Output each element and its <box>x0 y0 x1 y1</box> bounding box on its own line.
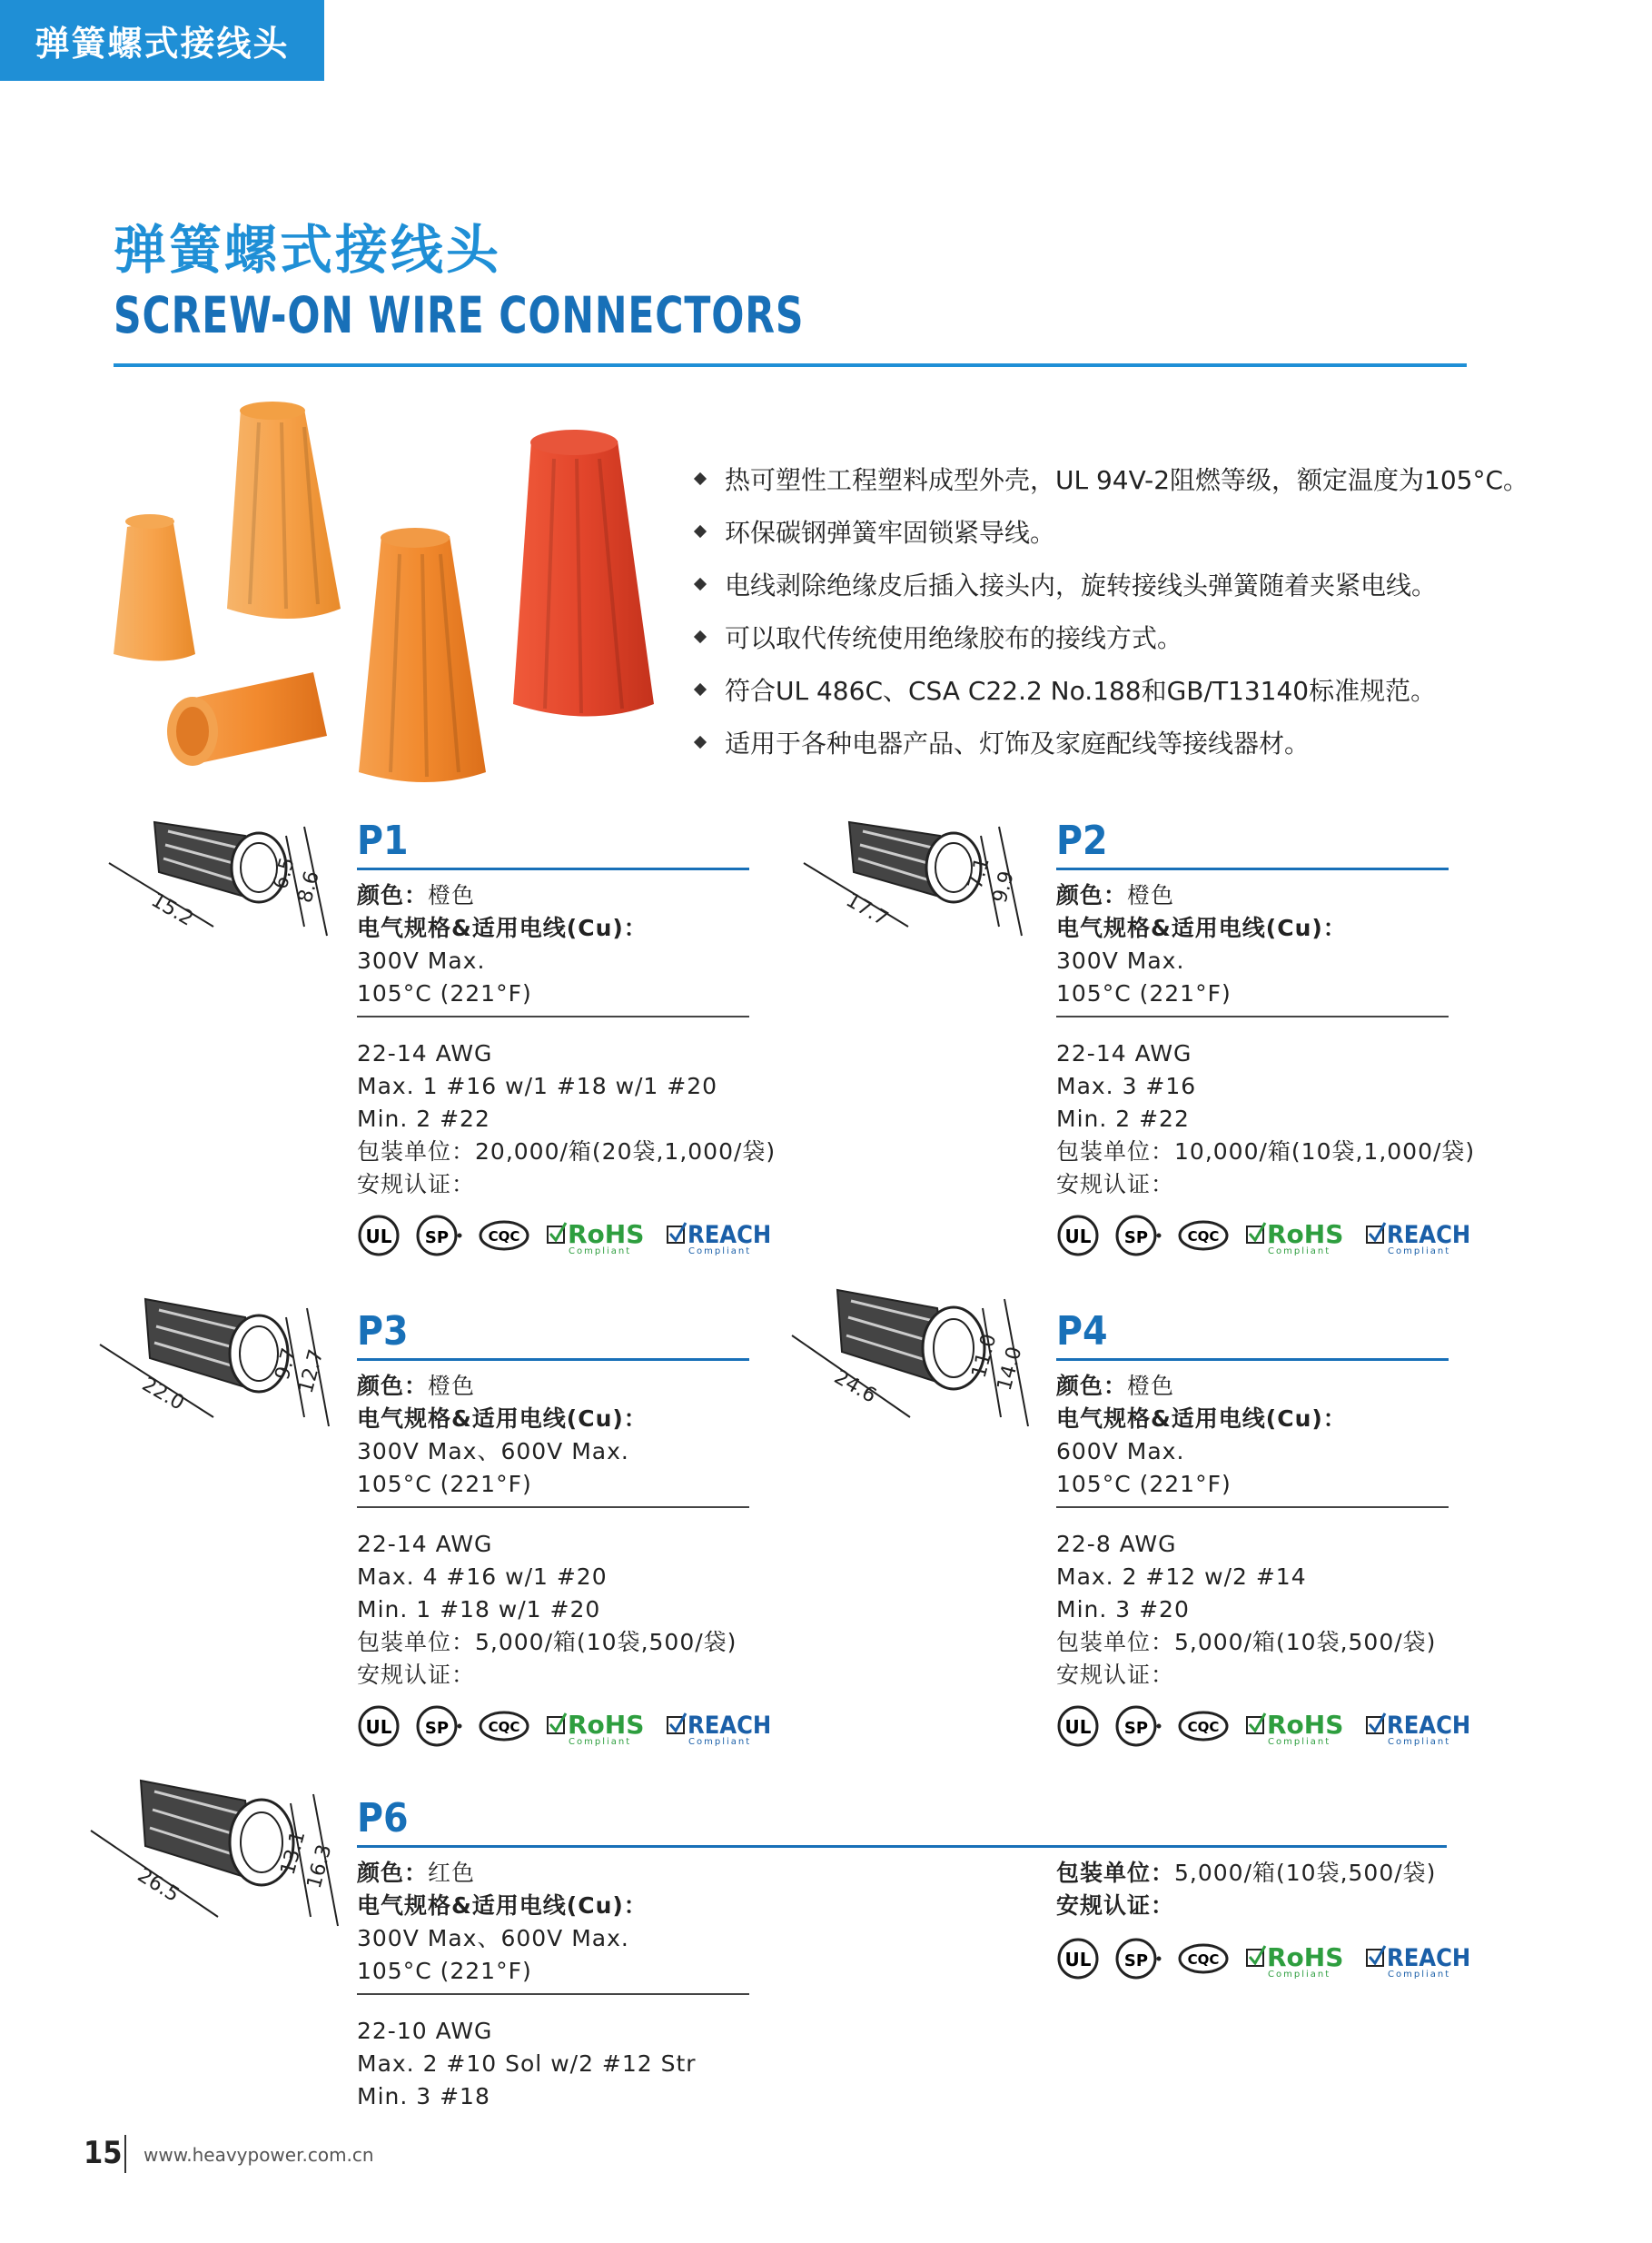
product-wire-spec: 22-8 AWG Max. 2 #12 w/2 #14 Min. 3 #20 包装单位：5,000/箱(10袋,500/袋) 安规认证： <box>1056 1531 1437 1688</box>
svg-text:Compliant: Compliant <box>569 1246 632 1256</box>
cert-logos <box>357 1699 775 1753</box>
reach-logo-icon <box>1367 1712 1470 1747</box>
p3-dim-length: 22.0 <box>138 1373 188 1415</box>
svg-text:REACH: REACH <box>688 1712 772 1740</box>
product-rule <box>357 868 749 870</box>
page-number: 15 <box>84 2135 123 2171</box>
page-title-cn: 弹簧螺式接线头 <box>114 219 502 281</box>
svg-text:UL: UL <box>1064 1716 1092 1738</box>
reach-logo-icon <box>1367 1944 1470 1980</box>
product-spec: 颜色：橙色 电气规格&适用电线(Cu)： 300V Max. 105°C (221°F) <box>1056 882 1347 1007</box>
svg-text:SP: SP <box>424 1228 450 1247</box>
p3-dim-outer: 12.7 <box>294 1346 329 1396</box>
cert-logos <box>1056 1699 1474 1753</box>
spec-divider <box>1056 1506 1449 1508</box>
product-spec: 颜色：橙色 电气规格&适用电线(Cu)： 300V Max. 105°C (221°F) <box>357 882 648 1007</box>
bullet-diamond-icon <box>694 472 707 485</box>
p1-dimension-drawing <box>100 799 354 945</box>
bullet-diamond-icon <box>694 630 707 643</box>
cqc-logo-icon <box>480 1222 528 1249</box>
rohs-logo-icon <box>548 1710 644 1747</box>
svg-text:UL: UL <box>365 1226 392 1247</box>
cert-logos <box>357 1208 775 1263</box>
svg-text:RoHS: RoHS <box>1267 1219 1344 1249</box>
feature-item: 符合UL 486C、CSA C22.2 No.188和GB/T13140标准规范。 <box>690 665 1644 718</box>
p6-wide-rule <box>357 1845 1447 1848</box>
feature-item: 热可塑性工程塑料成型外壳，UL 94V-2阻燃等级，额定温度为105°C。 <box>690 454 1644 507</box>
svg-text:Compliant: Compliant <box>688 1737 752 1747</box>
svg-text:SP: SP <box>1123 1951 1149 1970</box>
svg-text:CQC: CQC <box>1187 1228 1220 1245</box>
svg-text:SP: SP <box>1123 1228 1149 1247</box>
csa-logo-icon <box>1117 1707 1162 1745</box>
p2-dim-length: 17.7 <box>842 888 892 931</box>
csa-logo-icon <box>418 1216 462 1255</box>
rohs-logo-icon <box>1247 1219 1343 1256</box>
svg-text:CQC: CQC <box>488 1228 520 1245</box>
bullet-diamond-icon <box>694 525 707 538</box>
rohs-logo-icon <box>1247 1710 1343 1747</box>
product-wire-spec: 22-10 AWG Max. 2 #10 Sol w/2 #12 Str Min. 3 #18 <box>357 2018 697 2109</box>
svg-text:Compliant: Compliant <box>1268 1246 1331 1256</box>
product-name: P3 <box>357 1308 409 1355</box>
ul-logo-icon <box>1059 1707 1097 1745</box>
spec-divider <box>357 1993 749 1995</box>
svg-text:Compliant: Compliant <box>1268 1970 1331 1980</box>
svg-text:Compliant: Compliant <box>1268 1737 1331 1747</box>
title-divider <box>114 363 1467 367</box>
ul-logo-icon <box>1059 1940 1097 1978</box>
feature-list <box>690 454 1644 770</box>
svg-text:Compliant: Compliant <box>1388 1246 1451 1256</box>
bullet-diamond-icon <box>694 578 707 591</box>
svg-text:SP: SP <box>424 1719 450 1738</box>
p4-dimension-drawing <box>783 1272 1051 1435</box>
bullet-diamond-icon <box>694 736 707 749</box>
svg-text:REACH: REACH <box>1387 1712 1471 1740</box>
svg-text:RoHS: RoHS <box>1267 1710 1344 1740</box>
p2-dimension-drawing <box>795 799 1049 945</box>
svg-text:CQC: CQC <box>1187 1719 1220 1735</box>
svg-text:RoHS: RoHS <box>1267 1942 1344 1972</box>
feature-item: 环保碳钢弹簧牢固锁紧导线。 <box>690 507 1644 560</box>
product-name: P2 <box>1056 818 1108 864</box>
p3-dimension-drawing <box>91 1281 354 1435</box>
product-spec: 颜色：橙色 电气规格&适用电线(Cu)： 300V Max、600V Max. 105°C (221°F) <box>357 1373 648 1497</box>
p6-dim-outer: 16.3 <box>302 1841 337 1891</box>
product-spec: 颜色：橙色 电气规格&适用电线(Cu)： 600V Max. 105°C (221°F) <box>1056 1373 1347 1497</box>
p3-dim-inner: 9.7 <box>271 1345 302 1383</box>
svg-text:UL: UL <box>1064 1226 1092 1247</box>
p1-dim-outer: 8.6 <box>293 868 324 906</box>
svg-text:RoHS: RoHS <box>568 1219 645 1249</box>
svg-text:REACH: REACH <box>688 1221 772 1249</box>
product-wire-spec: 22-14 AWG Max. 3 #16 Min. 2 #22 包装单位：10,000/箱(10袋,1,000/袋) 安规认证： <box>1056 1040 1476 1197</box>
svg-text:Compliant: Compliant <box>569 1737 632 1747</box>
product-name: P4 <box>1056 1308 1108 1355</box>
p4-dim-length: 24.6 <box>830 1365 880 1408</box>
product-rule <box>1056 868 1449 870</box>
product-rule <box>357 1358 749 1361</box>
product-wire-spec: 22-14 AWG Max. 4 #16 w/1 #20 Min. 1 #18 w/1 #20 包装单位：5,000/箱(10袋,500/袋) 安规认证： <box>357 1531 737 1688</box>
spec-divider <box>1056 1016 1449 1017</box>
svg-text:REACH: REACH <box>1387 1221 1471 1249</box>
spec-divider <box>357 1506 749 1508</box>
reach-logo-icon <box>1367 1221 1470 1256</box>
feature-item: 适用于各种电器产品、灯饰及家庭配线等接线器材。 <box>690 718 1644 770</box>
product-wire-spec: 22-14 AWG Max. 1 #16 w/1 #18 w/1 #20 Min. 2 #22 包装单位：20,000/箱(20袋,1,000/袋) 安规认证： <box>357 1040 777 1197</box>
product-pack-spec: 包装单位：5,000/箱(10袋,500/袋) 安规认证： <box>1056 1860 1437 1919</box>
p6-dim-length: 26.5 <box>133 1863 183 1908</box>
p1-dim-inner: 6.5 <box>269 855 300 892</box>
p1-dim-length: 15.2 <box>147 888 197 931</box>
footer-divider <box>124 2135 126 2173</box>
rohs-logo-icon <box>548 1219 644 1256</box>
svg-text:UL: UL <box>365 1716 392 1738</box>
website-link[interactable]: www.heavypower.com.cn <box>143 2144 374 2166</box>
cqc-logo-icon <box>1180 1712 1227 1740</box>
ul-logo-icon <box>360 1216 398 1255</box>
svg-text:REACH: REACH <box>1387 1944 1471 1972</box>
svg-text:Compliant: Compliant <box>1388 1737 1451 1747</box>
svg-text:Compliant: Compliant <box>688 1246 752 1256</box>
p2-dim-outer: 9.9 <box>988 868 1019 906</box>
cqc-logo-icon <box>480 1712 528 1740</box>
cqc-logo-icon <box>1180 1222 1227 1249</box>
section-tag: 弹簧螺式接线头 <box>0 0 324 81</box>
p6-dim-inner: 13.1 <box>276 1828 311 1878</box>
bullet-diamond-icon <box>694 683 707 696</box>
csa-logo-icon <box>1117 1940 1162 1978</box>
spec-divider <box>357 1016 749 1017</box>
feature-item: 电线剥除绝缘皮后插入接头内，旋转接线头弹簧随着夹紧电线。 <box>690 560 1644 612</box>
p4-dim-inner: 11.0 <box>967 1331 1002 1381</box>
ul-logo-icon <box>360 1707 398 1745</box>
product-photo <box>100 391 699 790</box>
feature-item: 可以取代传统使用绝缘胶布的接线方式。 <box>690 612 1644 665</box>
product-name: P6 <box>357 1795 409 1841</box>
reach-logo-icon <box>668 1221 771 1256</box>
cert-logos <box>1056 1208 1474 1263</box>
ul-logo-icon <box>1059 1216 1097 1255</box>
rohs-logo-icon <box>1247 1942 1343 1980</box>
svg-text:UL: UL <box>1064 1949 1092 1970</box>
page-title-en: SCREW-ON WIRE CONNECTORS <box>114 286 805 344</box>
reach-logo-icon <box>668 1712 771 1747</box>
p4-dim-outer: 14.0 <box>993 1344 1027 1394</box>
product-spec: 颜色：红色 电气规格&适用电线(Cu)： 300V Max、600V Max. 105°C (221°F) <box>357 1860 648 1984</box>
p6-dimension-drawing <box>82 1762 354 1935</box>
product-name: P1 <box>357 818 409 864</box>
svg-text:Compliant: Compliant <box>1388 1970 1451 1980</box>
csa-logo-icon <box>1117 1216 1162 1255</box>
product-rule <box>1056 1358 1449 1361</box>
csa-logo-icon <box>418 1707 462 1745</box>
svg-text:CQC: CQC <box>488 1719 520 1735</box>
svg-text:RoHS: RoHS <box>568 1710 645 1740</box>
cqc-logo-icon <box>1180 1945 1227 1972</box>
cert-logos <box>1056 1931 1474 1986</box>
p2-dim-inner: 7.1 <box>964 855 994 892</box>
svg-text:CQC: CQC <box>1187 1951 1220 1968</box>
svg-text:SP: SP <box>1123 1719 1149 1738</box>
